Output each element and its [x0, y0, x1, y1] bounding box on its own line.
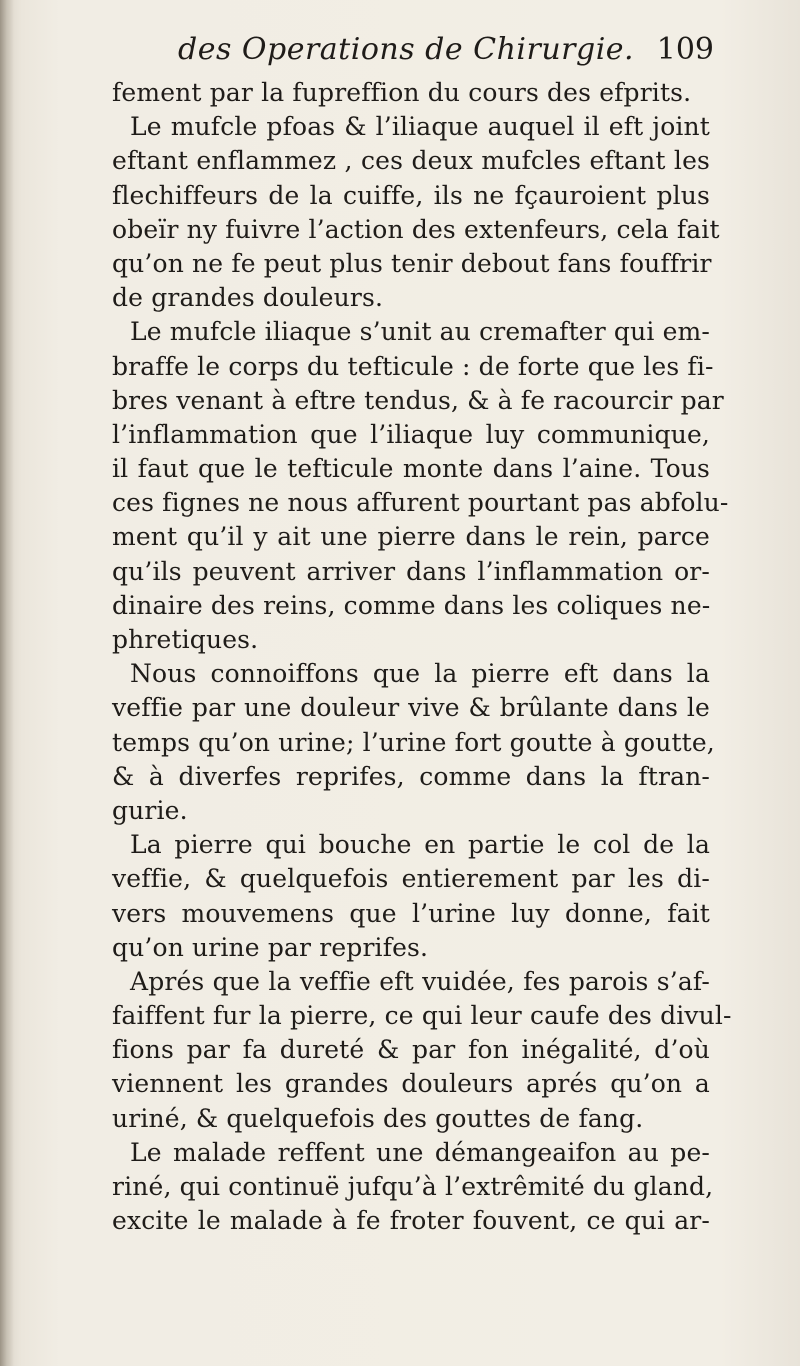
- page-number: 109: [656, 32, 714, 67]
- text-line: phretiques.: [112, 625, 259, 654]
- text-line: excite le malade à fe froter fouvent, ce qui ar-: [112, 1206, 710, 1236]
- text-line: uriné, & quelquefois des gouttes de fang.: [112, 1103, 644, 1133]
- text-line: braffe le corps du tefticule : de forte que les fi-: [112, 351, 714, 381]
- text-line: l’inflammation que l’iliaque luy communique,: [112, 419, 710, 449]
- text-line: dinaire des reins, comme dans les coliques ne-: [112, 590, 711, 620]
- text-line: Le mufcle pfoas & l’iliaque auquel il eft joint: [130, 112, 710, 142]
- text-line: qu’on urine par reprifes.: [112, 932, 429, 962]
- text-line: fement par la fupreffion du cours des efprits.: [112, 78, 692, 107]
- text-line: La pierre qui bouche en partie le col de la: [130, 830, 710, 860]
- text-line: Aprés que la veffie eft vuidée, fes parois s’af-: [130, 966, 710, 996]
- text-line: riné, qui continuë jufqu’à l’extrêmité du gland,: [112, 1172, 714, 1201]
- running-head: [118, 26, 714, 78]
- text-line: vers mouvemens que l’urine luy donne, fait: [112, 898, 710, 928]
- text-line: qu’on ne fe peut plus tenir debout fans fouffrir: [112, 248, 712, 278]
- running-title: des Operations de Chirurgie.: [178, 32, 635, 67]
- text-line: il faut que le tefticule monte dans l’aine. Tous: [112, 454, 710, 484]
- text-line: fions par fa dureté & par fon inégalité, d’où: [112, 1035, 710, 1065]
- text-line: ces fignes ne nous affurent pourtant pas abfolu-: [112, 488, 729, 518]
- text-line: bres venant à eftre tendus, & à fe racourcir par: [112, 385, 724, 415]
- text-line: qu’ils peuvent arriver dans l’inflammation or-: [112, 556, 710, 586]
- text-line: obeïr ny fuivre l’action des extenfeurs, cela fait: [112, 214, 720, 244]
- text-line: gurie.: [112, 795, 188, 825]
- text-line: veffie, & quelquefois entierement par les di-: [112, 864, 710, 894]
- text-line: viennent les grandes douleurs aprés qu’on a: [112, 1069, 710, 1099]
- text-line: eftant enflammez , ces deux mufcles eftant les: [112, 146, 710, 176]
- page-gutter-shadow: [0, 0, 14, 1366]
- text-line: faiffent fur la pierre, ce qui leur caufe des divul-: [112, 1001, 732, 1031]
- text-line: & à diverfes reprifes, comme dans la ftran-: [112, 761, 710, 791]
- text-line: Le malade reffent une démangeaifon au pe-: [130, 1137, 710, 1167]
- text-line: temps qu’on urine; l’urine fort goutte à goutte,: [112, 727, 715, 757]
- text-line: de grandes douleurs.: [112, 283, 384, 313]
- text-line: veffie par une douleur vive & brûlante dans le: [112, 693, 710, 723]
- text-line: ment qu’il y ait une pierre dans le rein, parce: [112, 522, 710, 552]
- text-line: flechiffeurs de la cuiffe, ils ne fçauroient plus: [112, 180, 710, 210]
- text-line: Le mufcle iliaque s’unit au cremafter qui em-: [130, 317, 710, 347]
- body-text: [112, 76, 732, 1238]
- text-line: Nous connoiffons que la pierre eft dans la: [130, 659, 710, 689]
